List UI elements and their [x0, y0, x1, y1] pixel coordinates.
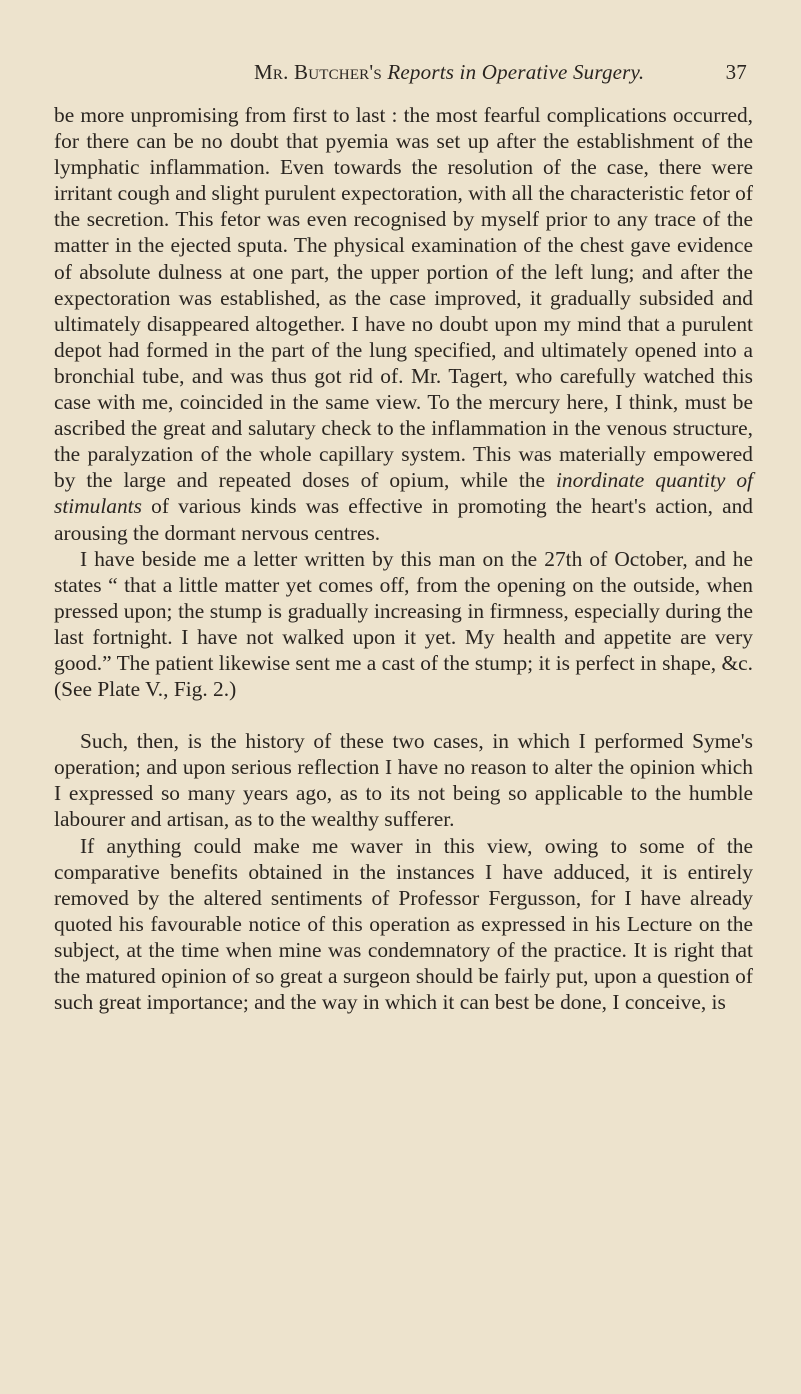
emphasis-inordinate-stimulants: inordinate quantity of stimulants [54, 468, 753, 519]
paragraph-3: Such, then, is the history of these two cases, in which I performed Syme's operation; and upon serious reflection I have no reason to alter the opinion which I expressed so many years ago, as to its not being so applicable to the humble labourer and artisan, as to the wealthy sufferer. [54, 729, 753, 832]
page-number: 37 [725, 60, 747, 84]
running-title [254, 60, 644, 85]
paragraph-4: If anything could make me waver in this view, owing to some of the comparative benefits obtained in the instances I have adduced, it is entirely removed by the altered sentiments of Professor Fergusson, for I have already quoted his favourable notice of this operation as expressed in his Lecture on the subject, at the time when mine was condemnatory of the practice. It is right that the matured opinion of so great a surgeon should be fairly put, upon a question of such great importance; and the way in which it can best be done, I conceive, is [54, 833, 753, 1015]
paragraph-1: be more unpromising from first to last : the most fearful complications occurred, for there can be no doubt that pyemia was set up after the establishment of the lymphatic inflammation. Even towards the resolution of the case, there were irritant cough and slight purulent expectoration, with all the characteristic fetor of the secretion. This fetor was even recognised by myself prior to any trace of the matter in the ejected sputa. The physical examination of the chest gave evidence of absolute dulness at one part, the upper portion of the left lung; and after the expectoration was established, as the case improved, it gradually subsided and ultimately disappeared altogether. I have no doubt upon my mind that a purulent depot had formed in the part of the lung specified, and ultimately opened into a bronchial tube, and was thus got rid of. Mr. Tagert, who carefully watched this case with me, coincided in the same view. To the mercury here, I think, must be ascribed the great and salutary check to the inflammation in the venous structure, the paralyzation of the whole capillary system. This was materially empowered by the large and repeated doses of opium, while the inordinate quantity of stimulants of various kinds was effective in promoting the heart's action, and arousing the dormant nervous centres. [54, 103, 753, 545]
running-header [54, 52, 753, 86]
running-title-author: Mr. Butcher's [254, 60, 382, 84]
body-text [54, 102, 753, 1015]
running-title-book: Reports in Operative Surgery. [387, 60, 645, 84]
paragraph-2: I have beside me a letter written by this man on the 27th of October, and he states “ that a little matter yet comes off, from the opening on the outside, when pressed upon; the stump is gradually increasing in firmness, especially during the last fortnight. I have not walked upon it yet. My health and appetite are very good.” The patient likewise sent me a cast of the stump; it is perfect in shape, &c. (See Plate V., Fig. 2.) [54, 546, 753, 702]
